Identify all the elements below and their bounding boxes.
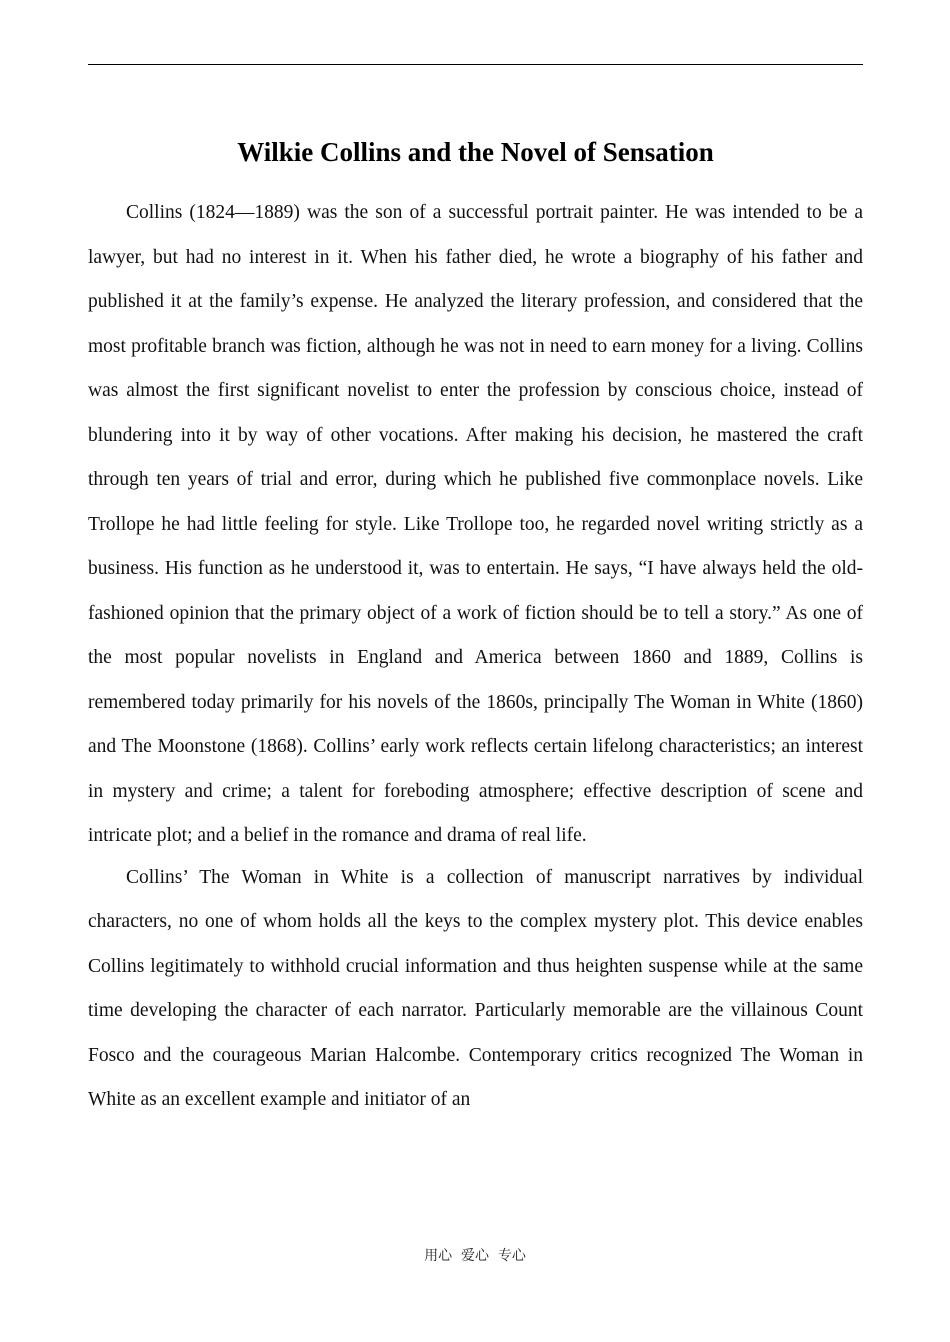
header-rule: [88, 64, 863, 65]
paragraph-1: Collins (1824—1889) was the son of a successful portrait painter. He was intended to be a lawyer, but had no interest in it. When his father died, he wrote a biography of his father and published it at the family’s expense. He analyzed the literary profession, and considered that the most profitable branch was fiction, although he was not in need to earn money for a living. Collins was almost the first significant novelist to enter the profession by conscious choice, instead of blundering into it by way of other vocations. After making his decision, he mastered the craft through ten years of trial and error, during which he published five commonplace novels. Like Trollope he had little feeling for style. Like Trollope too, he regarded novel writing strictly as a business. His function as he understood it, was to entertain. He says, “I have always held the old-fashioned opinion that the primary object of a work of fiction should be to tell a story.” As one of the most popular novelists in England and America between 1860 and 1889, Collins is remembered today primarily for his novels of the 1860s, principally The Woman in White (1860) and The Moonstone (1868). Collins’ early work reflects certain lifelong characteristics; an interest in mystery and crime; a talent for foreboding atmosphere; effective description of scene and intricate plot; and a belief in the romance and drama of real life.: [88, 202, 863, 846]
document-body: [88, 191, 863, 1123]
page-title: Wilkie Collins and the Novel of Sensation: [237, 137, 714, 167]
page-footer: 用心 爱心 专心: [424, 1248, 526, 1264]
paragraph-2: Collins’ The Woman in White is a collection of manuscript narratives by individual characters, no one of whom holds all the keys to the complex mystery plot. This device enables Collins legitimately to withhold crucial information and thus heighten suspense while at the same time developing the character of each narrator. Particularly memorable are the villainous Count Fosco and the courageous Marian Halcombe. Contemporary critics recognized The Woman in White as an excellent example and initiator of an: [88, 866, 863, 1110]
